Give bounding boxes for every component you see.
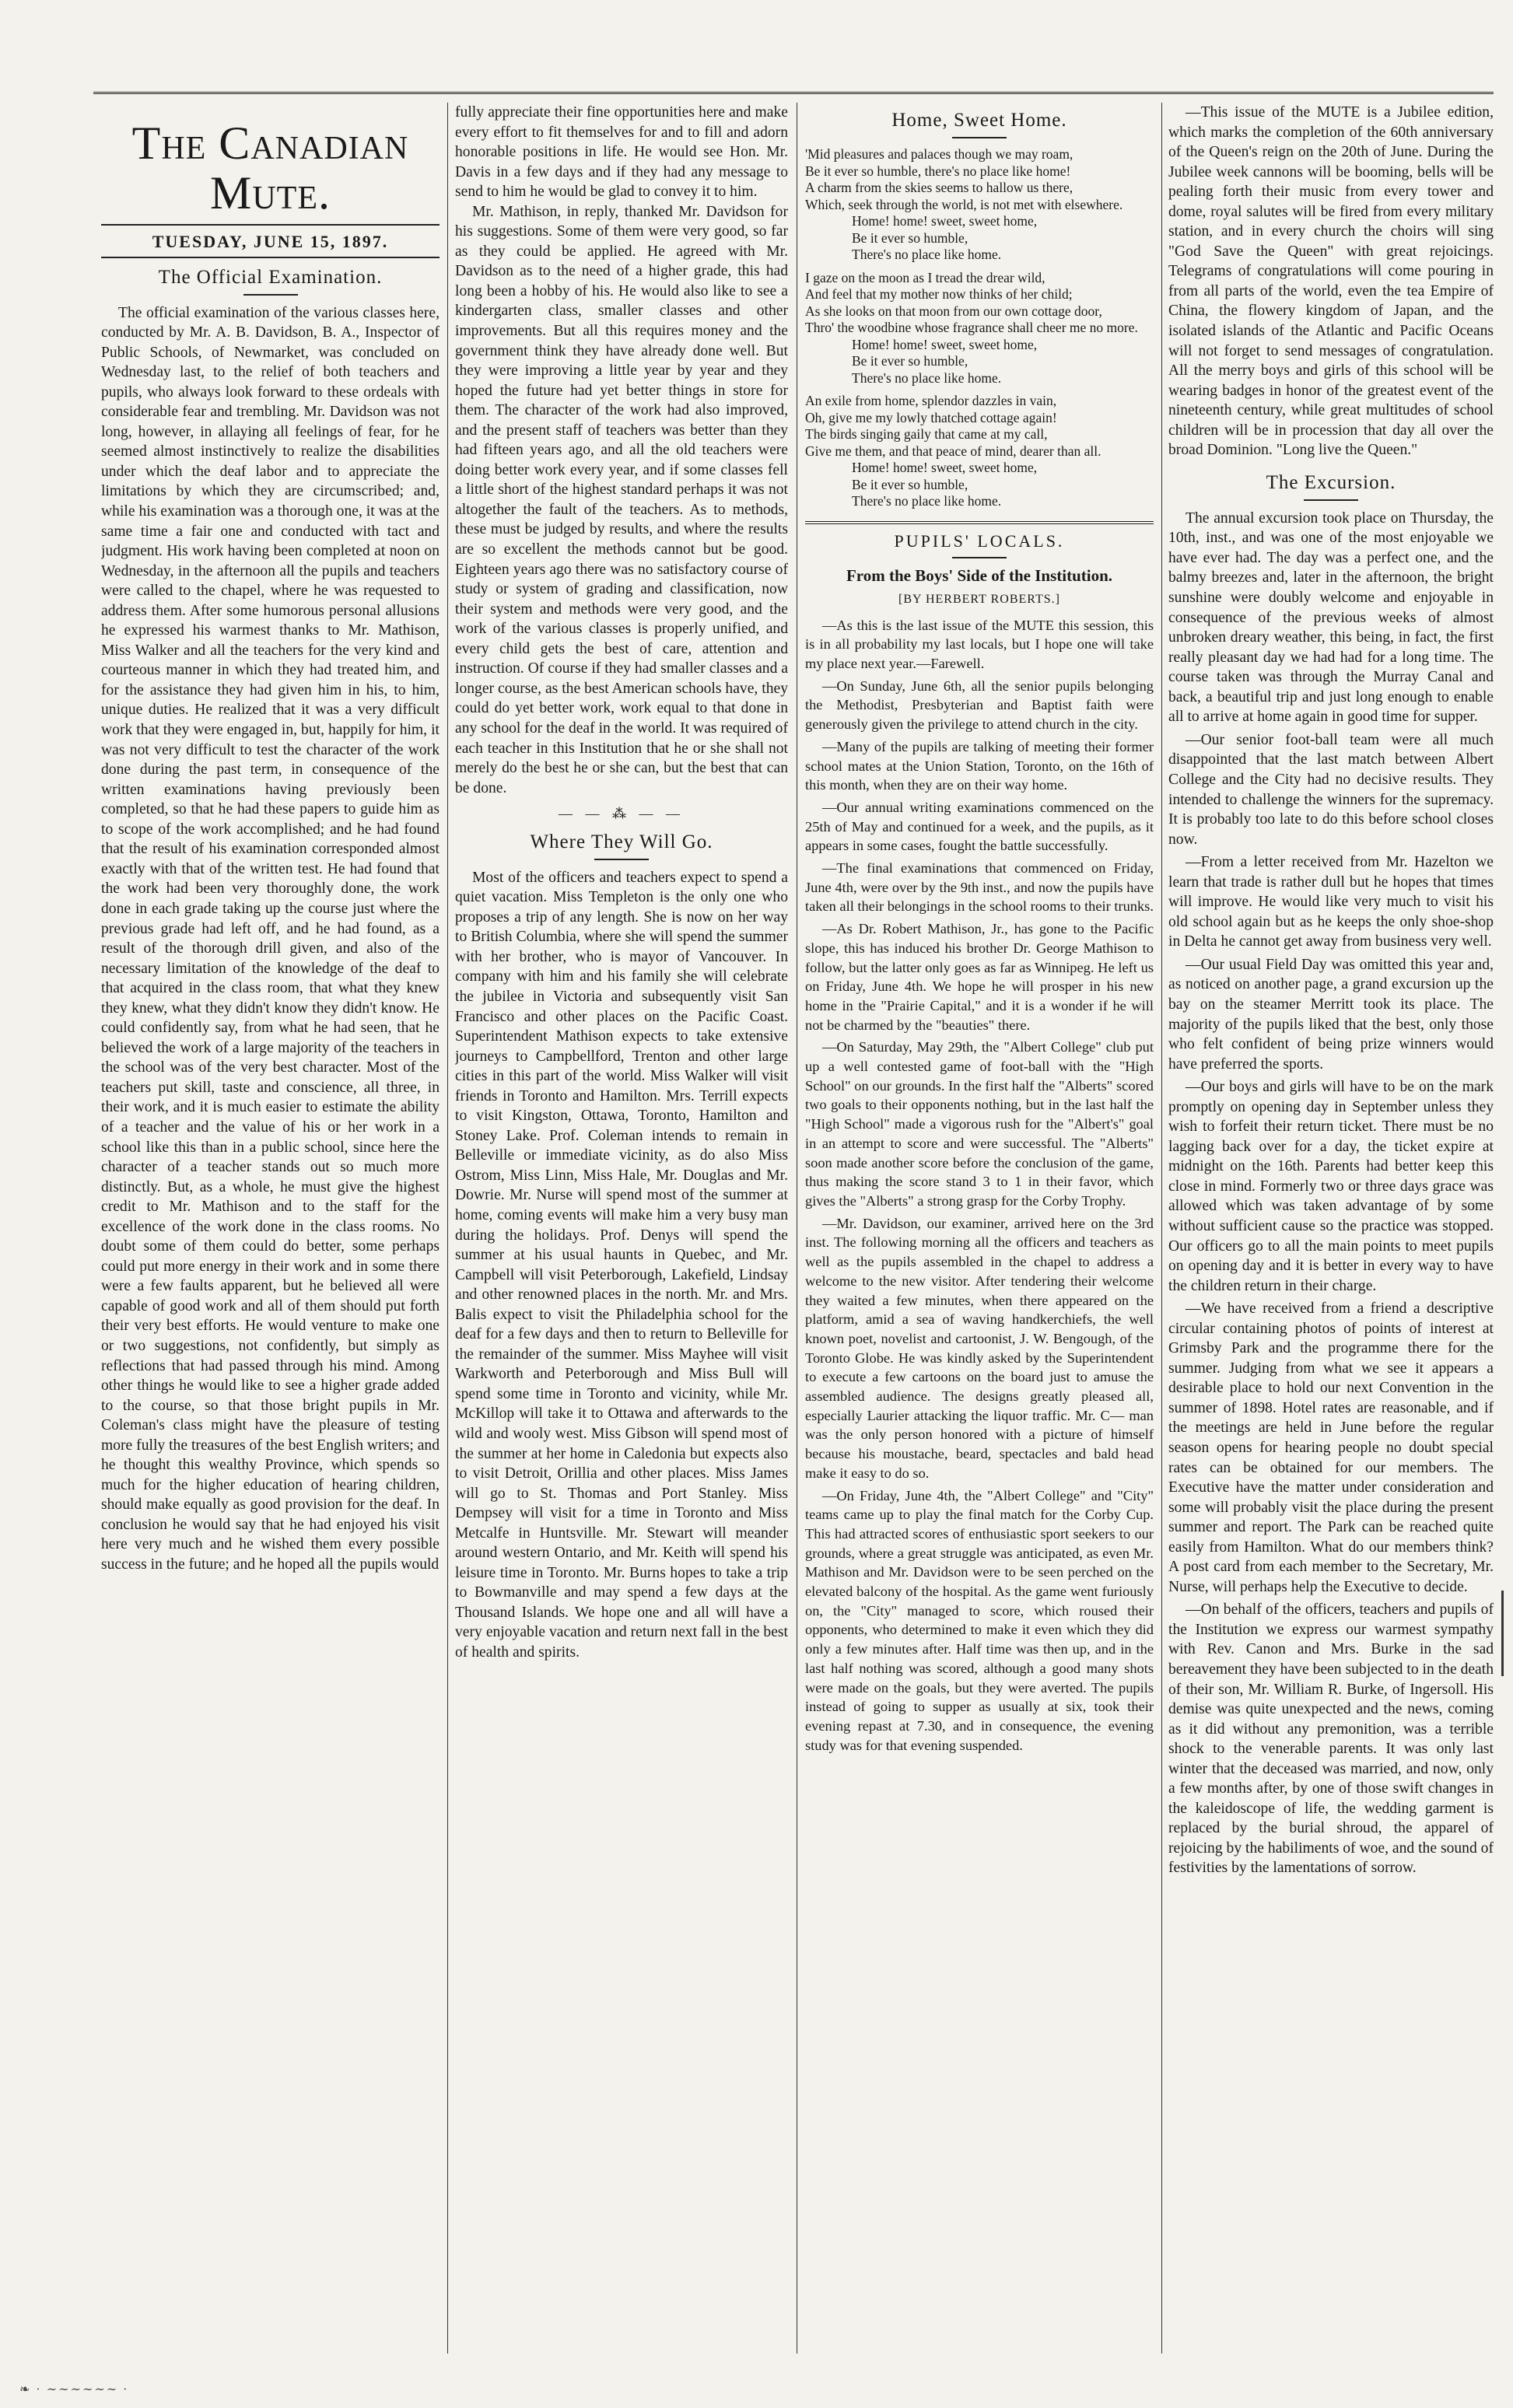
poem-line: An exile from home, splendor dazzles in vain, xyxy=(805,393,1057,408)
local-item: —Our annual writing examinations commenced on the 25th of May and continued for a week, and the pupils, as it appears in some cases, fought the battle successfully. xyxy=(805,799,1154,854)
poem-line: Be it ever so humble, xyxy=(852,353,968,369)
column-2 xyxy=(455,103,788,2361)
heading-rule xyxy=(594,859,649,860)
poem-line: Be it ever so humble, there's no place like home! xyxy=(805,163,1071,179)
poem-line: A charm from the skies seems to hallow us there, xyxy=(805,180,1073,195)
local-item: —As Dr. Robert Mathison, Jr., has gone to the Pacific slope, this has induced his brother Dr. George Mathison to follow, but the latter only goes as far as Winnipeg. He left us on Friday, June 4th. We hope he will prosper in his new home in the "Prairie Capital," and it is a wonder if he will not be charmed by the "beauties" there. xyxy=(805,921,1154,1033)
heading-rule xyxy=(952,137,1007,138)
poem-line: Home! home! sweet, sweet home, xyxy=(852,460,1038,475)
poem-heading: Home, Sweet Home. xyxy=(891,110,1067,131)
local-item: —Mr. Davidson, our examiner, arrived here on the 3rd inst. The following morning all the officers and teachers as well as the pupils assembled in the chapel to address a welcome to the new visitor. After tendering their welcome they waited a few minutes, when there appeared on the platform, amid a sea of waving handkerchiefs, the well known poet, novelist and cartoonist, J. W. Bengough, of the Toronto Globe. He was kindly asked by the Superintendent to execute a few cartoons on the board just to amuse the assembled audience. The designs greatly pleased all, especially Laurier attacking the liquor traffic. Mr. C— man was the only person honored with a picture of himself because his moustache, beard, spectacles and bald head make it easy to do so. xyxy=(805,1215,1154,1481)
column-divider xyxy=(447,103,448,2354)
article-paragraph: —We have received from a friend a descriptive circular containing photos of points of interest at Grimsby Park and the programme there for the summer. Judging from what we see it appears a desirable place to hold our next Convention in the summer of 1898. Hotel rates are reasonable, and if the meetings are held in June before the regular season opens for hearing people no doubt special rates can be obtained for our members. The Executive have the matter under consideration and some will probably visit the place during the present summer and report. The Park can be reached quite easily from Hamilton. What do our members think? A post card from each member to the Secretary, Mr. Nurse, will perhaps help the Executive to decide. xyxy=(1168,1300,1494,1595)
article-paragraph: —This issue of the MUTE is a Jubilee edition, which marks the completion of the 60th anniversary of the Queen's reign on the 20th of June. During the Jubilee week cannons will be booming, bells will be pealing forth their music from every tower and dome, royal salutes will be fired from every military station, and in every church the choirs will sing "God Save the Queen" with great rejoicings. Telegrams of congratulations will come pouring in from all parts of the world, even the tea Empire of China, the flowery kingdom of Japan, and the isolated islands of the Atlantic and Pacific Oceans will not forget to send messages of congratulation. All the merry boys and girls of this school will be wearing badges in honor of the greatest event of the nineteenth century, while great multitudes of school children will be in procession that day all over the broad Dominion. "Long live the Queen." xyxy=(1168,104,1494,459)
locals-title: PUPILS' LOCALS. xyxy=(894,530,1065,551)
local-item: —Many of the pupils are talking of meeting their former school mates at the Union Station, Toronto, on the 16th of this month, when they are on their way home. xyxy=(805,738,1154,793)
local-item: —As this is the last issue of the MUTE this session, this is in all probability my last locals, but I hope one will take my place next year.—Farewell. xyxy=(805,617,1154,672)
poem-line: And feel that my mother now thinks of her child; xyxy=(805,286,1073,302)
poem-line: Be it ever so humble, xyxy=(852,229,968,246)
local-item: —On Sunday, June 6th, all the senior pupils belonging the Methodist, Presbyterian and Baptist faith were generously given the privilege to attend church in the city. xyxy=(805,677,1154,733)
poem-line: As she looks on that moon from our own cottage door, xyxy=(805,303,1102,319)
heading-rule xyxy=(243,294,298,296)
issue-date: TUESDAY, JUNE 15, 1897. xyxy=(152,232,389,251)
article-paragraph: Most of the officers and teachers expect to spend a quiet vacation. Miss Templeton is the only one who proposes a trip of any length. She is now on her way to British Columbia, where she will spend the summer with her brother, who is mayor of Vancouver. In company with him and his family she will celebrate the jubilee in Victoria and subsequently visit San Francisco and other places on the Pacific Coast. Superintendent Mathison expects to take extensive journeys to Campbellford, Trenton and other large cities in this part of the world. Miss Walker will visit friends in Toronto and Hamilton. Mrs. Terrill expects to visit Kingston, Ottawa, Toronto, Hamilton and Stoney Lake. Prof. Coleman intends to remain in Belleville or immediate vicinity, as do also Miss Ostrom, Miss Linn, Miss Hale, Mr. Douglas and Mr. Dowrie. Mr. Nurse will spend most of the summer at home, coming events will make him a very busy man during the holidays. Prof. Denys will spend the summer at his usual haunts in Quebec, and Mr. Campbell will visit Peterborough, Lakefield, Lindsay and other renowned places in the north. Mr. and Mrs. Balis expect to visit the Philadelphia school for the deaf for a few days and then to return to Belleville for the remainder of the summer. Miss Mayhee will visit Warkworth and Peterborough and Miss Bull will spend some time in Toronto and vicinity, while Mr. McKillop will take it to Ottawa and afterwards to the wild and wooly west. Miss Gibson will spend most of the summer at her home in Caledonia but expects also to visit Detroit, Orillia and other places. Miss James will go to St. Thomas and Port Stanley. Miss Dempsey will visit for a time in Toronto and Miss Metcalfe in Huntsville. Mr. Stewart will meander around western Ontario, and Mr. Keith will spend his leisure time in Toronto. Mr. Burns hopes to take a trip to Bowmanville and may spend a few days at the Thousand Islands. We hope one and all will have a very enjoyable vacation and return next fall in the best of health and spirits. xyxy=(455,869,788,1661)
article-heading-excursion: The Excursion. xyxy=(1266,471,1396,493)
poem-line: I gaze on the moon as I tread the drear wild, xyxy=(805,269,1045,285)
poem-line: There's no place like home. xyxy=(852,247,1002,262)
footer-ornament: ❧ · ∼∼∼∼∼∼ · xyxy=(19,2383,129,2396)
byline: [BY HERBERT ROBERTS.] xyxy=(898,592,1060,606)
article-heading-where-they-will-go: Where They Will Go. xyxy=(530,831,713,852)
poem-line: Home! home! sweet, sweet home, xyxy=(852,336,1038,352)
local-item: —On Friday, June 4th, the "Albert College" and "City" teams came up to play the final match for the Corby Cup. This had attracted scores of enthusiastic sport seekers to our grounds, where a great struggle was anticipated, as even Mr. Mathison and Mr. Davidson were to be seen perched on the elevated balcony of the hospital. As the game went furiously on, the "City" managed to score, which roused their opponents, who determined to make it even which they did only a few minutes after. Half time was then up, and in the last half nothing was scored, although a good many shots were made on the goals, but they were averted. The pupils instead of going to supper as usually at six, took their evening repast at 7.30, and in consequence, the evening study was for that evening suspended. xyxy=(805,1487,1154,1753)
poem-line: 'Mid pleasures and palaces though we may roam, xyxy=(805,146,1073,162)
poem-line: Give me them, and that peace of mind, dearer than all. xyxy=(805,443,1101,459)
section-separator: — — ⁂ — — xyxy=(559,806,685,822)
poem-line: There's no place like home. xyxy=(852,369,1002,386)
article-paragraph: The annual excursion took place on Thursday, the 10th, inst., and was one of the most enjoyable we have ever had. The day was a perfect one, and the balmy breezes and, later in the afternoon, the bright sunshine were doubly welcome and enjoyable in consequence of the previous weeks of almost unbroken dreary weather, this being, in fact, the first really pleasant day we had had for a long time. The course taken was through the Murray Canal and back, a beautiful trip and just long enough to enable all to arrive at home again in good time for supper. xyxy=(1168,509,1494,726)
heading-rule xyxy=(1304,499,1358,501)
poem-line: Thro' the woodbine whose fragrance shall cheer me no more. xyxy=(805,320,1138,335)
local-item: —On Saturday, May 29th, the "Albert College" club put up a well contested game of foot-ball with the "High School" on our grounds. In the first half the "Alberts" scored two goals to their opponents nothing, but in the last half the "High School" made a vigorous rush for the "Albert's" goal in an attempt to score and were successful. The "Alberts" soon made another score before the conclusion of the game, thus making the score stand 3 to 1 in their favor, which gives the "Alberts" a strong grasp for the Corby Trophy. xyxy=(805,1039,1154,1209)
article-paragraph: —Our usual Field Day was omitted this year and, as noticed on another page, a grand excursion up the bay on the steamer Merritt took its place. The majority of the pupils liked that the best, only those who felt confident of being prize winners would have preferred the sports. xyxy=(1168,956,1494,1073)
poem-line: Home! home! sweet, sweet home, xyxy=(852,213,1038,229)
poem-line: Which, seek through the world, is not met with elsewhere. xyxy=(805,196,1123,212)
column-4 xyxy=(1168,103,1494,2361)
local-item: —The final examinations that commenced on Friday, June 4th, were over by the 9th inst., and now the pupils have taken all their belongings in the school rooms to their trunks. xyxy=(805,860,1154,915)
poem-line: Oh, give me my lowly thatched cottage again! xyxy=(805,409,1057,425)
article-paragraph: —Our boys and girls will have to be on the mark promptly on opening day in September unless they wish to forfeit their return ticket. There must be no lagging back over for a day, the ticket expire at midnight on the 16th. Parents had better keep this close in mind. Formerly two or three days grace was allowed which was taken advantage of by some without sufficient cause so the practice was stopped. Our officers go to all the main points to meet pupils on opening day and it is better in every way to have the children return in their charge. xyxy=(1168,1079,1494,1294)
article-paragraph: Mr. Mathison, in reply, thanked Mr. Davidson for his suggestions. Some of them were very good, so far as they could be applied. He agreed with Mr. Davidson as to the need of a higher grade, this had long been a hobby of his. He would also like to see a kindergarten class, smaller classes and other improvements. But all this requires money and the government think they have already done well. But they were improving a little year by year and they hoped the future had yet better things in store for them. The character of the work had also improved, and the present staff of teachers was better than they had fifteen years ago, and all the old teachers were doing better work every year, and if some classes fell a little short of the highest standard perhaps it was not altogether the fault of the teachers. As to methods, these must be judged by results, and where the results are so excellent the methods cannot but be good. Eighteen years ago there was no satisfactory course of study or system of grading and classification, now their system and methods were very good, and the work of the various classes is properly unified, and every child gets the best of care, attention and instruction. Of course if they had smaller classes and a longer course, as the best American schools have, they could do yet better work, work equal to that done in any school for the deaf in the world. It was required of each teacher in this Institution that he or she shall not merely do the best he or she can, but the best that can be done. xyxy=(455,203,788,796)
article-paragraph: —On behalf of the officers, teachers and pupils of the Institution we express our warmest sympathy with Rev. Canon and Mrs. Burke in the sad bereavement they have been subjected to in the death of their son, Mr. William R. Burke, of Ingersoll. His demise was quite unexpected and the news, coming as it did without any premonition, was a terrible shock to the venerable parents. It was only last winter that the deceased was married, and now, only a few months after, by one of those swift changes in the kaleidoscope of life, the wedding garment is replaced by the burial shroud, the apparel of rejoicing by the habiliments of woe, and the sound of festivities by the lamentations of sorrow. xyxy=(1168,1601,1494,1877)
poem-line: The birds singing gaily that came at my call, xyxy=(805,426,1048,442)
poem xyxy=(805,146,1154,510)
masthead-rule xyxy=(101,257,440,258)
section-rule xyxy=(805,521,1154,524)
margin-mark xyxy=(1501,1591,1504,1676)
article-paragraph: —From a letter received from Mr. Hazelton we learn that trade is rather dull but he hopes that times will improve. He would like very much to visit his old school again but as he keeps the only shoe-shop in Delta he cannot get away from business very well. xyxy=(1168,854,1494,950)
column-3 xyxy=(805,103,1154,2361)
heading-rule xyxy=(952,557,1007,558)
column-1 xyxy=(101,103,440,2361)
poem-line xyxy=(805,387,1154,393)
masthead-title: The Canadian Mute. xyxy=(101,118,440,226)
top-rule xyxy=(93,92,1494,94)
article-paragraph: fully appreciate their fine opportunities here and make every effort to fit themselves for and to fill and adorn honorable positions in life. He would see Hon. Mr. Davis in a few days and if they had any message to send to him he would be glad to convey it to him. xyxy=(455,104,788,201)
article-paragraph: The official examination of the various classes here, conducted by Mr. A. B. Davidson, B. A., Inspector of Public Schools, of Newmarket, was concluded on Wednesday last, to the relief of both teachers and pupils, who always look forward to these ordeals with considerable fear and trembling. Mr. Davidson was not long, however, in allaying all feelings of fear, for he seemed almost instinctively to realize the disabilities under which the deaf labor and to appreciate the limitations by which they are circumscribed; and, while his examination was a thorough one, it was at the same time a fair one and conducted with tact and judgment. His work having been completed at noon on Wednesday, in the afternoon all the pupils and teachers were called to the chapel, where he was requested to address them. After some humorous personal allusions he expressed his warmest thanks to Mr. Mathison, Miss Walker and all the teachers for the very kind and courteous manner in which they had treated him, and for the assistance they had given him in his, to him, unique duties. He realized that it was a very difficult work that they were engaged in, but, happily for him, it was not very difficult to test the character of the work done during the past term, in consequence of the written examinations having previously been completed, so that he had these papers to guide him as to scope of the work accomplished; and he had found that the result of his examination corresponded almost exactly with that of the written test. He had found that the work had been very thoroughly done, the work done in each grade taking up the course just where the previous grade had left off, and he had found, as a result of the thorough drill given, and also of the necessary limitation of the knowledge of the deaf to that acquired in the class room, that what they knew they knew, what they didn't know they didn't know. He could confidently say, from what he had seen, that he believed the work of a large majority of the teachers in the school was of the very best character. Most of the teachers put skill, taste and conscience, all three, in their work, and it is much easier to estimate the ability of a teacher and the value of his or her work in a school like this than in a public school, since here the character of a teacher stands out so much more distinctly. But, as a whole, he must give the highest credit to Mr. Mathison and to the staff for the excellence of the work done in the class rooms. No doubt some of them could do better, some perhaps could put more energy in their work and in some there were a few faults apparent, but he believed all were capable of good work and all of them should put forth their very best efforts. He would venture to make one or two suggestions, not confidently, but simply as reflections that had passed through his mind. Among other things he would like to see a higher grade added to the course, so that those bright pupils in Mr. Coleman's class might have the pleasure of testing more fully the treasures of the best English writers; and he thought this wealthy Province, which spends so much for the higher education of hearing children, should make equally as good provision for the deaf. In conclusion he would say that he had enjoyed his visit here very much and he wished them every possible success in the future; and he hoped all the pupils would xyxy=(101,304,440,1573)
locals-subtitle: From the Boys' Side of the Institution. xyxy=(846,566,1113,586)
column-divider xyxy=(1161,103,1162,2354)
poem-line xyxy=(805,264,1154,270)
article-paragraph: —Our senior foot-ball team were all much disappointed that the last match between Albert College and the City had no decisive results. They intended to challenge the winners for the supremacy. It is probably too late to do this before school closes now. xyxy=(1168,731,1494,848)
poem-line: Be it ever so humble, xyxy=(852,476,968,492)
article-heading-official-examination: The Official Examination. xyxy=(158,266,383,288)
poem-line: There's no place like home. xyxy=(852,493,1002,509)
